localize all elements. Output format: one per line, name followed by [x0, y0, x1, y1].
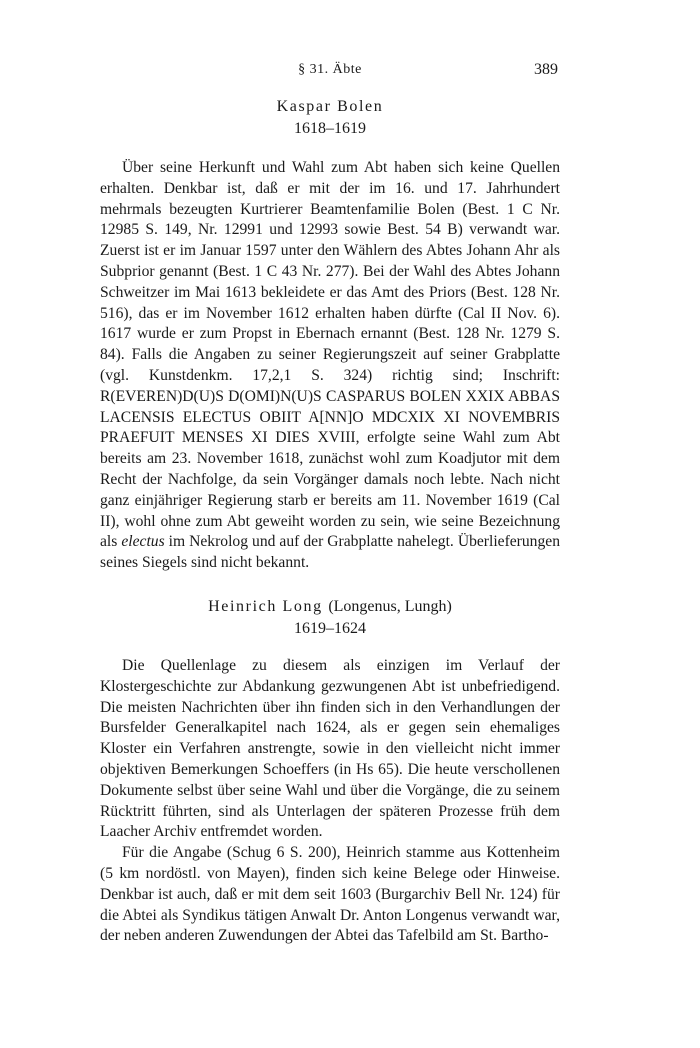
- page-number: 389: [534, 61, 558, 78]
- running-head: § 31. Äbte: [298, 62, 362, 77]
- entry-dates: 1619–1624: [294, 620, 366, 637]
- paragraph: Für die Angabe (Schug 6 S. 200), Heinrich stamme aus Kottenheim (5 km nordöstl. von Mayen), finden sich keine Belege oder Hinweise. Denkbar ist auch, daß er mit dem seit 1603 (Burgarchiv Bell Nr. 124) für die Abtei als Syndikus tätigen Anwalt Dr. Anton Longenus verwandt war, der neben anderen Zuwendungen der Abtei das Tafelbild am St. Bartho-: [100, 844, 560, 945]
- paragraph: Die Quellenlage zu diesem als einzigen im Verlauf der Klostergeschichte zur Abdankung gezwungenen Abt ist unbefriedigend. Die meisten Nachrichten über ihn finden sich in den Verhandlungen der Bursfelder Generalkapitel nach 1624, als er gegen sein ehemaliges Kloster ein Verfahren anstrengte, sowie in den vielleicht nicht immer objektiven Bemerkungen Schoeffers (in Hs 65). Die heute verschollenen Dokumente selbst über seine Wahl und über die Vorgänge, die zu seinem Rücktritt führten, sind als Unterlagen der späteren Prozesse früh dem Laacher Archiv entfremdet worden.: [100, 657, 560, 841]
- entry-heading-heinrich-long: [100, 596, 560, 640]
- entry-name: [100, 596, 560, 618]
- entry-heading-kaspar-bolen: [100, 96, 560, 140]
- entry-name: [100, 96, 560, 118]
- emphasized-term: electus: [121, 533, 165, 551]
- entry-name-alias: (Longenus, Lungh): [328, 598, 452, 615]
- entry-name-text: Kaspar Bolen: [276, 98, 384, 115]
- entry-body-kaspar-bolen: [100, 158, 560, 574]
- entry-name-text: Heinrich Long: [208, 598, 323, 615]
- paragraph-text: Über seine Herkunft und Wahl zum Abt haben sich keine Quellen erhalten. Denkbar ist, daß er mit der im 16. und 17. Jahrhundert mehrmals bezeugten Kurtrierer Beamtenfamilie Bolen (Best. 1 C Nr. 12985 S. 149, Nr. 12991 und 12993 sowie Best. 54 B) verwandt war. Zuerst ist er im Januar 1597 unter den Wählern des Abtes Johann Ahr als Subprior genannt (Best. 1 C 43 Nr. 277). Bei der Wahl des Abtes Johann Schweitzer im Mai 1613 bekleidete er das Amt des Priors (Best. 128 Nr. 516), das er im November 1612 erhalten haben dürfte (Cal II Nov. 6). 1617 wurde er zum Propst in Ebernach ernannt (Best. 128 Nr. 1279 S. 84). Falls die Angaben zu seiner Regierungszeit auf seiner Grabplatte (vgl. Kunstdenkm. 17,2,1 S. 324) richtig sind; Inschrift: R(EVEREN)D(U)S D(OMI)N(U)S CASPARUS BOLEN XXIX ABBAS LACENSIS ELECTUS OBIIT A[NN]O MDCXIX XI NOVEMBRIS PRAEFUIT MENSES XI DIES XVIII, erfolgte seine Wahl zum Abt bereits am 23. November 1618, zunächst wohl zum Koadjutor mit dem Recht der Nachfolge, da sein Vorgänger damals noch lebte. Nach nicht ganz einjähriger Regierung starb er bereits am 11. November 1619 (Cal II), wohl ohne zum Abt geweiht worden zu sein, wie seine Bezeichnung als: [100, 159, 560, 551]
- paragraph-text-continued: im Nekrolog und auf der Grabplatte nahelegt. Überlieferungen seines Siegels sind nicht bekannt.: [100, 533, 560, 572]
- paragraph: [100, 158, 560, 574]
- entry-dates: 1618–1619: [294, 120, 366, 137]
- entry-body-heinrich-long: [100, 656, 560, 947]
